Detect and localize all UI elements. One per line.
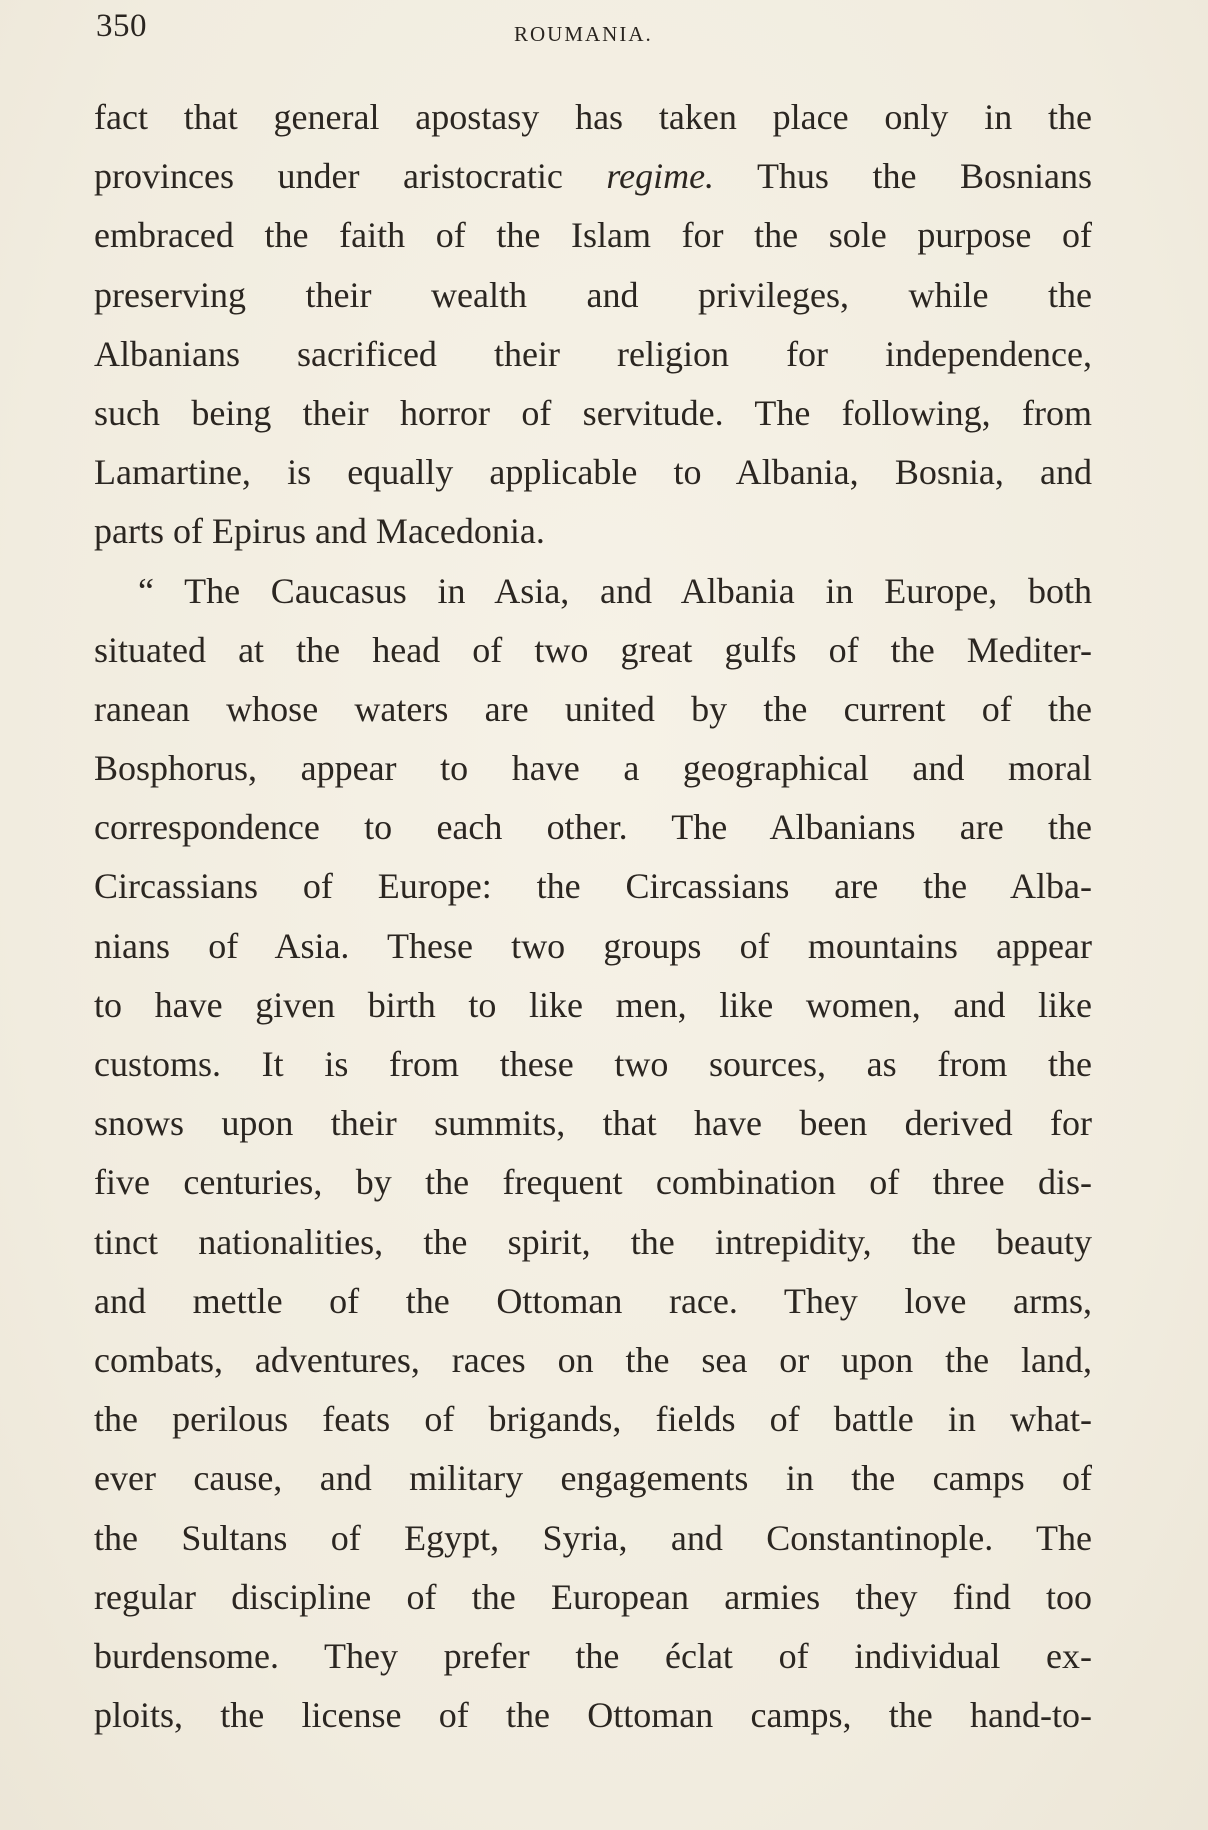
text-line: five centuries, by the frequent combination of three dis- [94, 1162, 1092, 1203]
text-line: parts of Epirus and Macedonia. [94, 511, 545, 552]
text-line: embraced the faith of the Islam for the sole purpose of [94, 215, 1092, 256]
text-line: tinct nationalities, the spirit, the intrepidity, the beauty [94, 1221, 1092, 1262]
text-line: regular discipline of the European armies they find too [94, 1576, 1092, 1617]
text-line: combats, adventures, races on the sea or upon the land, [94, 1339, 1092, 1380]
text-line: fact that general apostasy has taken place only in the [94, 97, 1092, 137]
text-line: ever cause, and military engagements in the camps of [94, 1458, 1092, 1499]
text-line: to have given birth to like men, like women, and like [94, 984, 1092, 1025]
running-head: ROUMANIA. [514, 22, 653, 46]
body-text [94, 88, 1092, 1745]
text-line: correspondence to each other. The Albanians are the [94, 807, 1092, 848]
text-line: Bosphorus, appear to have a geographical and moral [94, 748, 1092, 789]
italic-word: regime. [606, 156, 715, 197]
text-line: preserving their wealth and privileges, while the [94, 274, 1092, 315]
page-header [96, 8, 1096, 56]
text-line: Circassians of Europe: the Circassians are the Alba- [94, 866, 1092, 907]
text-line: situated at the head of two great gulfs of the Mediter- [94, 629, 1092, 670]
text-line: ranean whose waters are united by the current of the [94, 688, 1092, 729]
paragraph-1 [94, 88, 1092, 562]
text-line: Lamartine, is equally applicable to Albania, Bosnia, and [94, 452, 1092, 493]
text-span: Thus the Bosnians [714, 156, 1092, 197]
text-line: Albanians sacrificed their religion for independence, [94, 333, 1092, 374]
text-line-with-italic [94, 147, 1092, 206]
text-line: the Sultans of Egypt, Syria, and Constantinople. The [94, 1517, 1092, 1558]
text-line: “ The Caucasus in Asia, and Albania in Europe, both [138, 570, 1092, 611]
text-line: such being their horror of servitude. The following, from [94, 392, 1092, 433]
text-span: provinces under aristocratic [94, 156, 607, 197]
text-line: ploits, the license of the Ottoman camps, the hand-to- [94, 1695, 1092, 1736]
text-line: burdensome. They prefer the éclat of individual ex- [94, 1635, 1092, 1676]
text-line: nians of Asia. These two groups of mountains appear [94, 925, 1092, 966]
paragraph-2 [94, 562, 1092, 1746]
text-line: snows upon their summits, that have been derived for [94, 1103, 1092, 1144]
page-number: 350 [96, 8, 147, 44]
text-line: and mettle of the Ottoman race. They love arms, [94, 1280, 1092, 1321]
text-line: customs. It is from these two sources, as from the [94, 1044, 1092, 1084]
text-line: the perilous feats of brigands, fields of battle in what- [94, 1399, 1092, 1440]
